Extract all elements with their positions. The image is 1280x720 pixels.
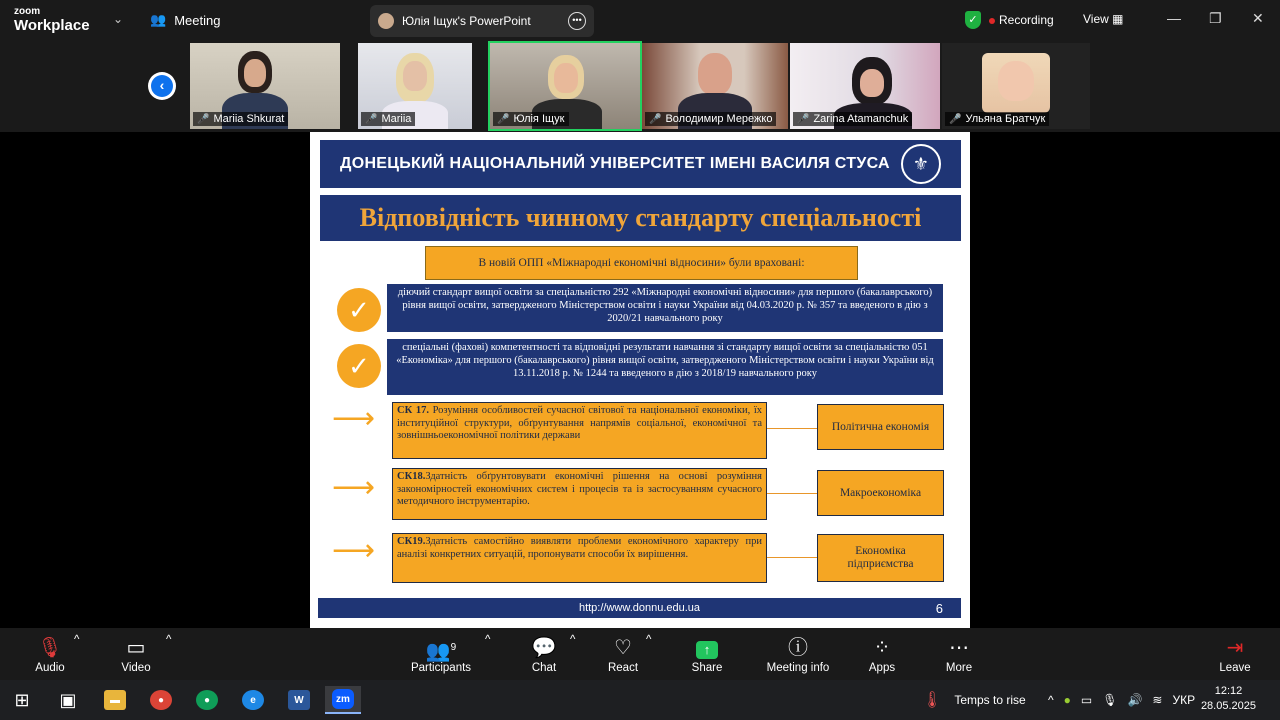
competence-box-sk17: [392, 402, 767, 459]
video-button[interactable]: [116, 634, 156, 674]
arrow-right-icon: ⟶: [332, 402, 376, 435]
footer-url: http://www.donnu.edu.ua: [578, 602, 701, 614]
slide-page-number: 6: [935, 601, 943, 616]
participant-name: Юлія Іщук: [513, 113, 565, 125]
zoom-app-icon[interactable]: zm: [325, 686, 361, 714]
leave-door-icon: ⇥: [1226, 637, 1244, 659]
close-icon[interactable]: ✕: [1252, 10, 1264, 26]
participant-tile-active-speaker[interactable]: [490, 43, 640, 129]
video-label: Video: [121, 662, 151, 674]
wifi-icon[interactable]: ≋: [1152, 693, 1163, 707]
audio-label: Audio: [35, 662, 65, 674]
competence-box-sk18: [392, 468, 767, 520]
connector-line: [767, 493, 817, 494]
battery-icon[interactable]: ▭: [1080, 693, 1093, 707]
minimize-icon[interactable]: —: [1167, 10, 1181, 26]
participants-caret-icon[interactable]: ^: [485, 634, 491, 646]
grid-icon: ▦: [1112, 12, 1124, 26]
more-icon: ⋯: [949, 637, 969, 659]
video-camera-icon: ▭: [126, 637, 146, 659]
more-label: More: [945, 662, 973, 674]
slide-title: Відповідність чинному стандарту спеціальності: [320, 195, 961, 241]
connector-line: [767, 428, 817, 429]
app-tray-icon[interactable]: ●: [1063, 693, 1071, 707]
competence-box-sk19: [392, 533, 767, 583]
participants-label: Participants: [410, 662, 472, 674]
participant-tile[interactable]: [190, 43, 340, 129]
participant-name: Mariia Shkurat: [213, 113, 285, 125]
microphone-icon[interactable]: 🎙: [1102, 693, 1118, 707]
video-options-caret-icon[interactable]: ^: [166, 634, 172, 646]
apps-button[interactable]: [864, 634, 900, 674]
mic-muted-icon: 🎤: [649, 113, 662, 125]
recording-status: Recording: [989, 13, 1054, 27]
word-icon[interactable]: W: [281, 686, 317, 714]
file-explorer-icon[interactable]: ▬: [97, 686, 133, 714]
participants-count: 9: [450, 642, 457, 653]
competence-code: СК 17.: [397, 405, 429, 416]
recording-indicator[interactable]: [965, 11, 1054, 29]
chrome-profile-icon[interactable]: ●: [189, 686, 225, 714]
apps-icon: ⁘: [873, 637, 891, 659]
leave-label: Leave: [1219, 662, 1251, 674]
share-label: Share: [691, 662, 723, 674]
participant-name: Zarina Atamanchuk: [813, 113, 909, 125]
participants-button[interactable]: [408, 634, 474, 674]
chat-button[interactable]: [526, 634, 562, 674]
clock-date: 28.05.2025: [1200, 700, 1256, 712]
shared-content-pill[interactable]: [370, 5, 594, 37]
meeting-label: Meeting: [174, 12, 221, 28]
shield-check-icon: ✓: [965, 11, 981, 29]
participant-tile[interactable]: [642, 43, 788, 129]
university-seal-icon: ⚜: [901, 144, 941, 184]
checkmark-icon: ✓: [337, 288, 381, 332]
mic-muted-icon: 🎤: [197, 113, 210, 125]
zoom-title-bar: [0, 0, 1280, 40]
participant-tile[interactable]: [358, 43, 472, 129]
info-icon: ⓘ: [788, 637, 808, 659]
meeting-controls-bar: [0, 628, 1280, 680]
chevron-left-icon: ‹: [151, 75, 173, 97]
meeting-tab[interactable]: [150, 12, 220, 28]
speaker-icon[interactable]: 🔊: [1127, 693, 1143, 707]
subject-box: Політична економія: [817, 404, 944, 450]
chrome-icon[interactable]: ●: [143, 686, 179, 714]
slide-intro-box: В новій ОПП «Міжнародні економічні відносини» були враховані:: [425, 246, 858, 280]
shared-screen-area: [0, 132, 1280, 628]
competence-code: СК19.: [397, 536, 426, 547]
language-indicator[interactable]: УКР: [1172, 693, 1196, 707]
share-screen-icon: ↑: [696, 641, 718, 659]
slide-header: [320, 140, 961, 188]
participant-tile[interactable]: [942, 43, 1090, 129]
view-label: View: [1083, 12, 1109, 26]
share-button[interactable]: [688, 634, 726, 674]
standard-box-2: спеціальні (фахові) компетентності та відповідні результати навчання зі стандарту вищої освіти за спеціальністю 051 «Економіка» для першого (бакалаврського) рівня вищої освіти, затвердженого Міністерством освіти і науки України від 13.11.2018 р. № 1244 та введеного в дію з 2018/19 навчального року: [387, 339, 943, 395]
logo-line1: zoom: [14, 6, 41, 17]
meeting-info-label: Meeting info: [766, 662, 830, 674]
mic-muted-icon: 🎤: [797, 113, 810, 125]
audio-options-caret-icon[interactable]: ^: [74, 634, 80, 646]
participant-name: Володимир Мережко: [665, 113, 773, 125]
system-tray[interactable]: [1048, 680, 1195, 720]
mic-muted-icon: 🎙: [37, 637, 63, 659]
chat-icon: 💬: [531, 637, 557, 659]
windows-start-icon[interactable]: ⊞: [14, 689, 30, 710]
show-hidden-icons-chevron-icon[interactable]: ^: [1048, 693, 1054, 707]
weather-widget[interactable]: [922, 680, 1026, 720]
edge-icon[interactable]: e: [235, 686, 271, 714]
more-button[interactable]: [940, 634, 978, 674]
apps-label: Apps: [868, 662, 896, 674]
competence-code: СК18.: [397, 471, 426, 482]
mic-muted-icon: 🎤: [949, 113, 962, 125]
task-view-icon[interactable]: ▣: [59, 689, 77, 710]
mic-muted-icon: 🎤: [365, 113, 378, 125]
participant-gallery: [0, 40, 1280, 132]
recording-dot-icon: [989, 18, 995, 24]
presenter-avatar: [378, 13, 394, 29]
competence-text: Розуміння особливостей сучасної світової та національної економіки, їх інституційної структури, обґрунтування напрямів соціальної, економічної та зовнішньоекономічної політики держави: [397, 405, 762, 441]
arrow-right-icon: ⟶: [332, 534, 376, 567]
participant-name: Mariia: [381, 113, 412, 125]
gallery-prev-button[interactable]: [148, 72, 176, 100]
heart-icon: ♡: [614, 637, 632, 659]
participant-name: Ульяна Братчук: [965, 113, 1046, 125]
chevron-down-icon[interactable]: ⌄: [113, 12, 124, 26]
arrow-right-icon: ⟶: [332, 471, 376, 504]
meeting-info-button[interactable]: [762, 634, 834, 674]
thermometer-icon: 🌡: [922, 692, 943, 709]
share-title: Юлія Іщук's PowerPoint: [402, 14, 531, 28]
clock-time: 12:12: [1214, 685, 1243, 697]
subject-box: Економіка підприємства: [817, 534, 944, 582]
chat-label: Chat: [531, 662, 557, 674]
mic-muted-icon: 🎤: [497, 113, 510, 125]
react-button[interactable]: [603, 634, 643, 674]
participant-tile[interactable]: [790, 43, 940, 129]
checkmark-icon: ✓: [337, 344, 381, 388]
standard-box-1: діючий стандарт вищої освіти за спеціальністю 292 «Міжнародні економічні відносини» для першого (бакалаврського) рівня вищої освіти, затвердженого Міністерством освіти і науки України від 04.03.2020 р. № 357 та введеного в дію з 2020/21 навчального року: [387, 284, 943, 332]
subject-box: Макроекономіка: [817, 470, 944, 516]
university-name: ДОНЕЦЬКИЙ НАЦІОНАЛЬНИЙ УНІВЕРСИТЕТ ІМЕНІ ВАСИЛЯ СТУСА: [340, 155, 890, 172]
leave-button[interactable]: [1216, 634, 1254, 674]
more-options-icon[interactable]: •••: [568, 12, 586, 30]
react-caret-icon[interactable]: ^: [646, 634, 652, 646]
audio-button[interactable]: [30, 634, 70, 674]
presentation-slide: [310, 132, 970, 628]
weather-text: Temps to rise: [954, 693, 1026, 707]
restore-icon[interactable]: ❐: [1209, 10, 1222, 26]
participants-icon: 👥$^9$: [425, 640, 457, 663]
react-label: React: [607, 662, 639, 674]
slide-footer: [318, 598, 961, 618]
people-icon: 👥: [150, 12, 167, 27]
system-clock[interactable]: [1201, 684, 1256, 714]
competence-text: Здатність обґрунтовувати економічні рішення на основі розуміння закономірностей економічних систем і процесів та із застосуванням сучасного методичного інструментарію.: [397, 471, 762, 507]
connector-line: [767, 557, 817, 558]
view-button[interactable]: [1083, 12, 1123, 26]
windows-taskbar: [0, 680, 1280, 720]
competence-text: Здатність самостійно виявляти проблеми економічного характеру при аналізі конкретних ситуацій, пропонувати способи їх вирішення.: [397, 536, 762, 560]
logo-line2: Workplace: [14, 17, 90, 34]
chat-caret-icon[interactable]: ^: [570, 634, 576, 646]
zoom-workplace-logo[interactable]: [14, 7, 90, 33]
